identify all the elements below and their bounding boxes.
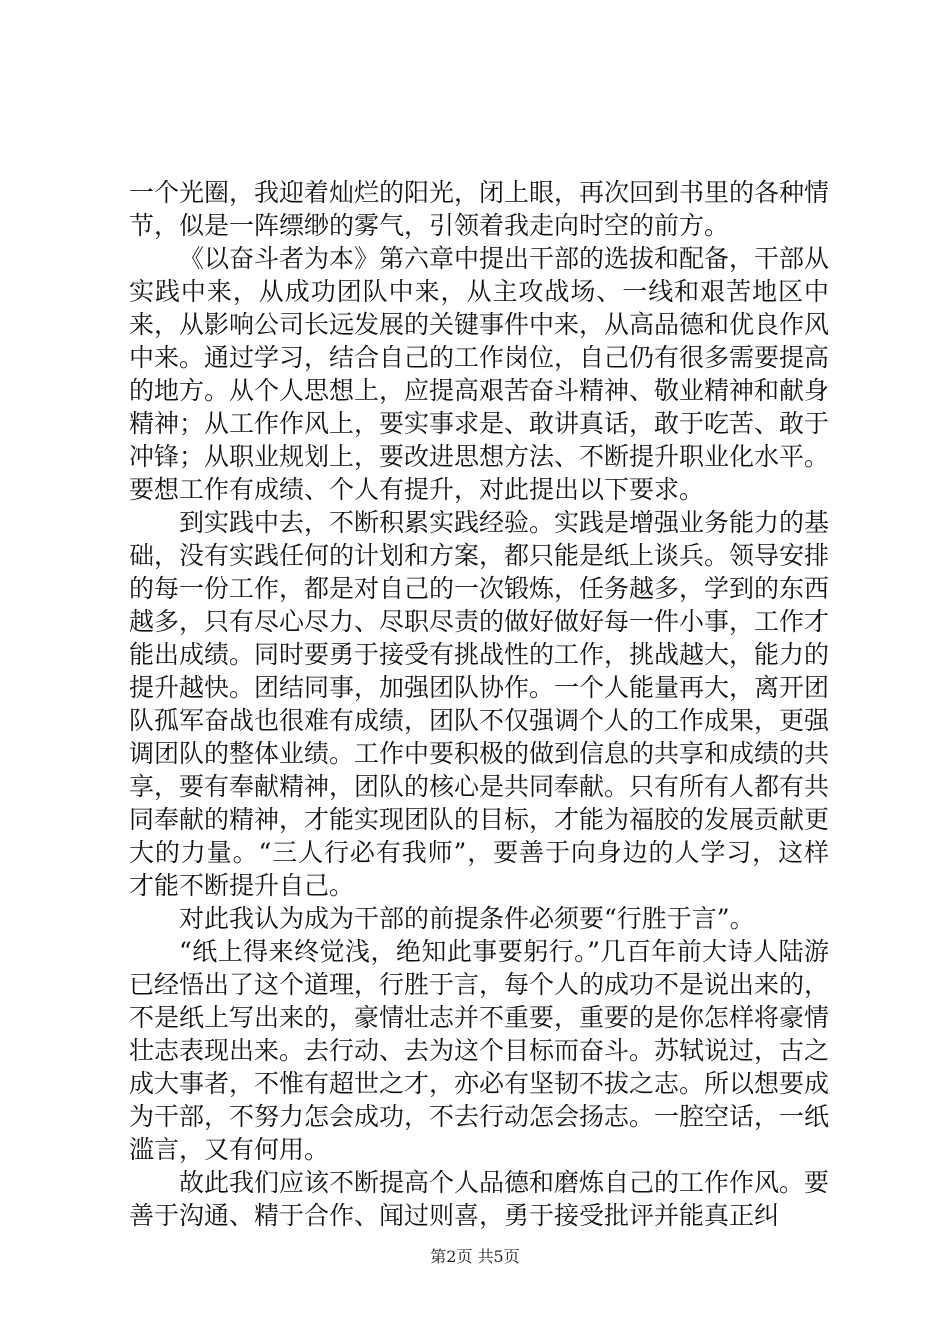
paragraph-6: 故此我们应该不断提高个人品德和磨炼自己的工作作风。要善于沟通、精于合作、闻过则喜，勇于接受批评并能真正纠 (129, 1168, 830, 1230)
paragraph-3: 到实践中去，不断积累实践经验。实践是增强业务能力的基础，没有实践任何的计划和方案，都只能是纸上谈兵。领导安排的每一份工作，都是对自己的一次锻炼，任务越多，学到的东西越多，只有尽心尽力、尽职尽责的做好做好每一件小事，工作才能出成绩。同时要勇于接受有挑战性的工作，挑战越大，能力的提升越快。团结同事，加强团队协作。一个人能量再大，离开团队孤军奋战也很难有成绩，团队不仅强调个人的工作成果，更强调团队的整体业绩。工作中要积极的做到信息的共享和成绩的共享，要有奉献精神，团队的核心是共同奉献。只有所有人都有共同奉献的精神，才能实现团队的目标，才能为福胶的发展贡献更大的力量。“三人行必有我师”，要善于向身边的人学习，这样才能不断提升自己。 (129, 508, 830, 900)
paragraph-1: 一个光圈，我迎着灿烂的阳光，闭上眼，再次回到书里的各种情节，似是一阵缥缈的雾气，引领着我走向时空的前方。 (129, 178, 830, 240)
paragraph-4: 对此我认为成为干部的前提条件必须要“行胜于言”。 (179, 904, 755, 933)
page-number-footer: 第2页 共5页 (430, 1247, 520, 1266)
paragraph-5: “纸上得来终觉浅，绝知此事要躬行。”几百年前大诗人陆游已经悟出了这个道理，行胜于言，每个人的成功不是说出来的，不是纸上写出来的，豪情壮志并不重要，重要的是你怎样将豪情壮志表现出来。去行动、去为这个目标而奋斗。苏轼说过，古之成大事者，不惟有超世之才，亦必有坚韧不拔之志。所以想要成为干部，不努力怎会成功，不去行动怎会扬志。一腔空话，一纸滥言，又有何用。 (129, 937, 830, 1164)
document-body (129, 176, 829, 1232)
paragraph-2: 《以奋斗者为本》第六章中提出干部的选拔和配备，干部从实践中来，从成功团队中来，从主攻战场、一线和艰苦地区中来，从影响公司长远发展的关键事件中来，从高品德和优良作风中来。通过学习，结合自己的工作岗位，自己仍有很多需要提高的地方。从个人思想上，应提高艰苦奋斗精神、敬业精神和献身精神；从工作作风上，要实事求是、敢讲真话，敢于吃苦、敢于冲锋；从职业规划上，要改进思想方法、不断提升职业化水平。要想工作有成绩、个人有提升，对此提出以下要求。 (129, 244, 830, 504)
